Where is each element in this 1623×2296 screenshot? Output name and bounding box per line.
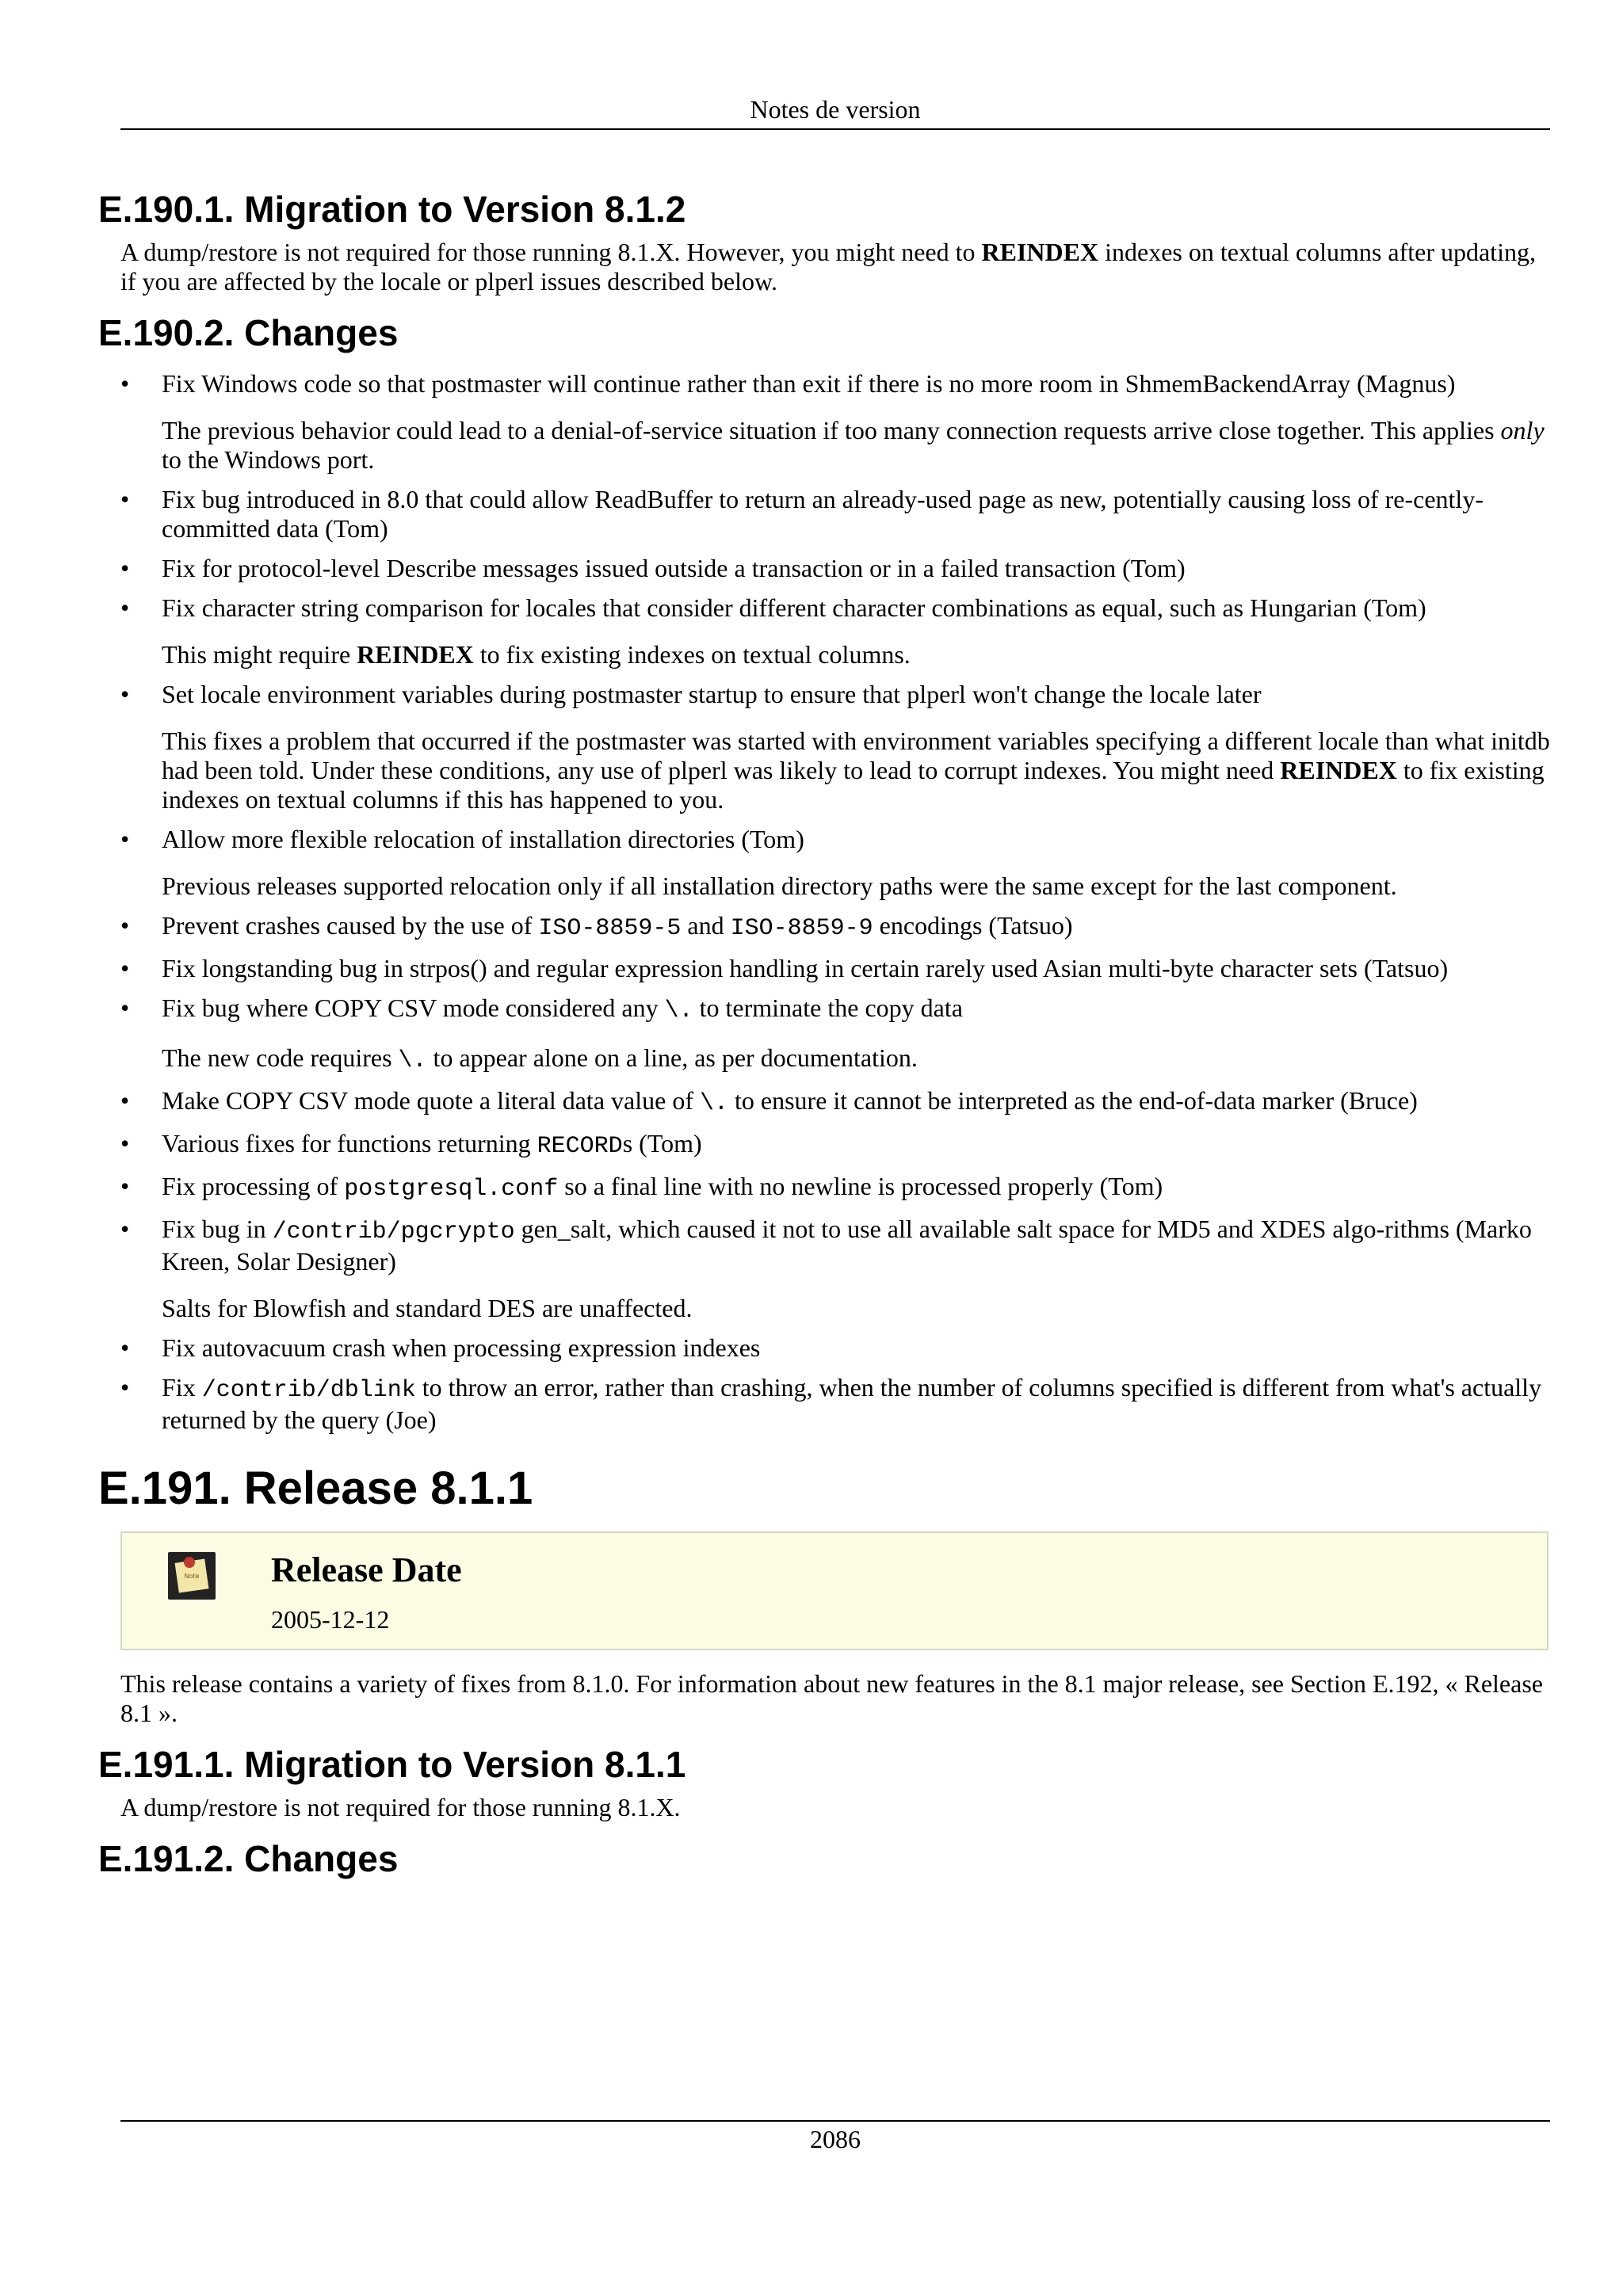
item-text [162,994,1550,1026]
text-run: Fix bug in [162,1215,273,1243]
text-run: encodings (Tatsuo) [873,911,1073,940]
text-run: to terminate the copy data [693,994,963,1022]
list-item [98,680,1552,814]
list-item [98,485,1552,543]
code-literal: postgresql.conf [344,1176,559,1203]
section-title-release-811: E.191. Release 8.1.1 [98,1463,533,1514]
item-text [162,1172,1550,1204]
command-reindex: REINDEX [1280,756,1397,784]
release-811-intro: This release contains a variety of fixes from 8.1.0. For information about new features in the 8.1 major release, see Section E.192, « Release 8.1 ». [120,1669,1543,1727]
code-literal: \. [699,1090,728,1117]
text-run: Fix processing of [162,1172,345,1200]
list-item [98,1215,1552,1323]
text-run: gen_salt, which caused it not to use all available salt space for MD5 and XDES algo-rithms (Marko Kreen, Solar Designer) [162,1215,1532,1276]
item-text [162,1129,1550,1161]
command-reindex: REINDEX [981,238,1099,266]
running-header: Notes de version [750,95,921,124]
list-item [98,369,1552,475]
text-run: to the Windows port. [162,445,375,474]
text-run: s (Tom) [622,1129,702,1158]
text-run: to fix existing indexes on textual columns if this has happened to you. [162,756,1545,814]
item-text: • Fix for protocol-level Describe messages issued outside a transaction or in a failed transaction (Tom) [162,554,1186,582]
list-item [98,911,1552,944]
footer-rule [120,2120,1550,2122]
code-literal: /contrib/dblink [201,1377,416,1404]
code-literal: RECORD [537,1133,623,1160]
list-item [98,994,1552,1076]
release-date-value: 2005-12-12 [271,1605,390,1634]
item-text [162,1373,1550,1435]
item-text: • Set locale environment variables during postmaster startup to ensure that plperl won't change the locale later [162,680,1262,708]
text-run: indexes on textual columns after updating, if you are affected by the locale or plperl issues described below. [120,238,1536,296]
list-item [98,593,1552,669]
code-literal: ISO-8859-9 [730,915,873,942]
text-run: Various fixes for functions returning [162,1129,537,1158]
list-item [98,1333,1552,1363]
section-title-migration-812: E.190.1. Migration to Version 8.1.2 [98,189,686,230]
code-literal: ISO-8859-5 [538,915,682,942]
header-rule [120,128,1550,130]
changes-812-list [98,369,1552,1435]
text-run: and [681,911,731,940]
list-item [98,1172,1552,1204]
migration-812-paragraph [120,238,1550,296]
text-run: to appear alone on a line, as per documentation. [426,1043,918,1072]
code-literal: \. [398,1047,427,1074]
text-run: This fixes a problem that occurred if the postmaster was started with environment variables specifying a different locale than what initdb had been told. Under these conditions, any use of plperl was likely to lead to corrupt indexes. You might need [162,727,1550,784]
note-pin-shape [184,1557,195,1568]
item-text: • Fix character string comparison for locales that consider different character combinations as equal, such as Hungarian (Tom) [162,593,1426,622]
code-literal: /contrib/pgcrypto [272,1219,515,1245]
code-literal: \. [664,997,693,1024]
section-title-changes-811: E.191.2. Changes [98,1838,399,1879]
text-run: Fix [162,1373,202,1402]
list-item [98,1086,1552,1119]
migration-811-paragraph: A dump/restore is not required for those running 8.1.X. [120,1793,681,1821]
item-text: • Allow more flexible relocation of installation directories (Tom) [162,825,804,853]
item-detail [162,727,1550,814]
list-item [98,825,1552,901]
section-title-migration-811: E.191.1. Migration to Version 8.1.1 [98,1744,686,1785]
text-run: The new code requires [162,1043,399,1072]
emphasis: only [1500,416,1545,444]
text-run: This might require [162,640,357,669]
section-title-changes-812: E.190.2. Changes [98,312,399,353]
item-text [162,1086,1550,1119]
item-text: • Fix autovacuum crash when processing expression indexes [162,1333,761,1362]
list-item [98,1373,1552,1435]
item-detail [162,1043,1550,1076]
release-date-note [120,1531,1549,1650]
text-run: Make COPY CSV mode quote a literal data value of [162,1086,700,1115]
item-text [162,1215,1550,1276]
item-detail: Salts for Blowfish and standard DES are unaffected. [162,1294,693,1322]
item-detail [162,416,1550,475]
page-content [98,187,1552,1887]
command-reindex: REINDEX [357,640,474,669]
note-title: Release Date [271,1550,462,1589]
list-item [98,554,1552,583]
list-item [98,1129,1552,1161]
item-detail [162,640,1550,669]
text-run: to fix existing indexes on textual columns. [473,640,911,669]
item-text: • Fix Windows code so that postmaster will continue rather than exit if there is no more room in ShmemBackendArray (Magnus) [162,369,1456,398]
text-run: Fix bug where COPY CSV mode considered any [162,994,665,1022]
text-run: A dump/restore is not required for those running 8.1.X. However, you might need to [120,238,982,266]
text-run: to ensure it cannot be interpreted as the end-of-data marker (Bruce) [727,1086,1418,1115]
text-run: to throw an error, rather than crashing, when the number of columns specified is different from what's actually returned by the query (Joe) [162,1373,1542,1434]
item-text [162,911,1550,944]
note-icon-label: Note [184,1573,200,1580]
item-text: • Fix bug introduced in 8.0 that could allow ReadBuffer to return an already-used page as new, potentially causing loss of re-cently-committed data (Tom) [162,485,1484,543]
item-text: • Fix longstanding bug in strpos() and regular expression handling in certain rarely used Asian multi-byte character sets (Tatsuo) [162,954,1449,982]
page-number: 2086 [810,2125,861,2153]
text-run: so a final line with no newline is processed properly (Tom) [558,1172,1163,1200]
text-run: The previous behavior could lead to a denial-of-service situation if too many connection requests arrive close together. This applies [162,416,1501,444]
list-item [98,954,1552,983]
item-detail: Previous releases supported relocation only if all installation directory paths were the same except for the last component. [162,871,1397,900]
text-run: Prevent crashes caused by the use of [162,911,539,940]
note-icon [168,1552,216,1600]
